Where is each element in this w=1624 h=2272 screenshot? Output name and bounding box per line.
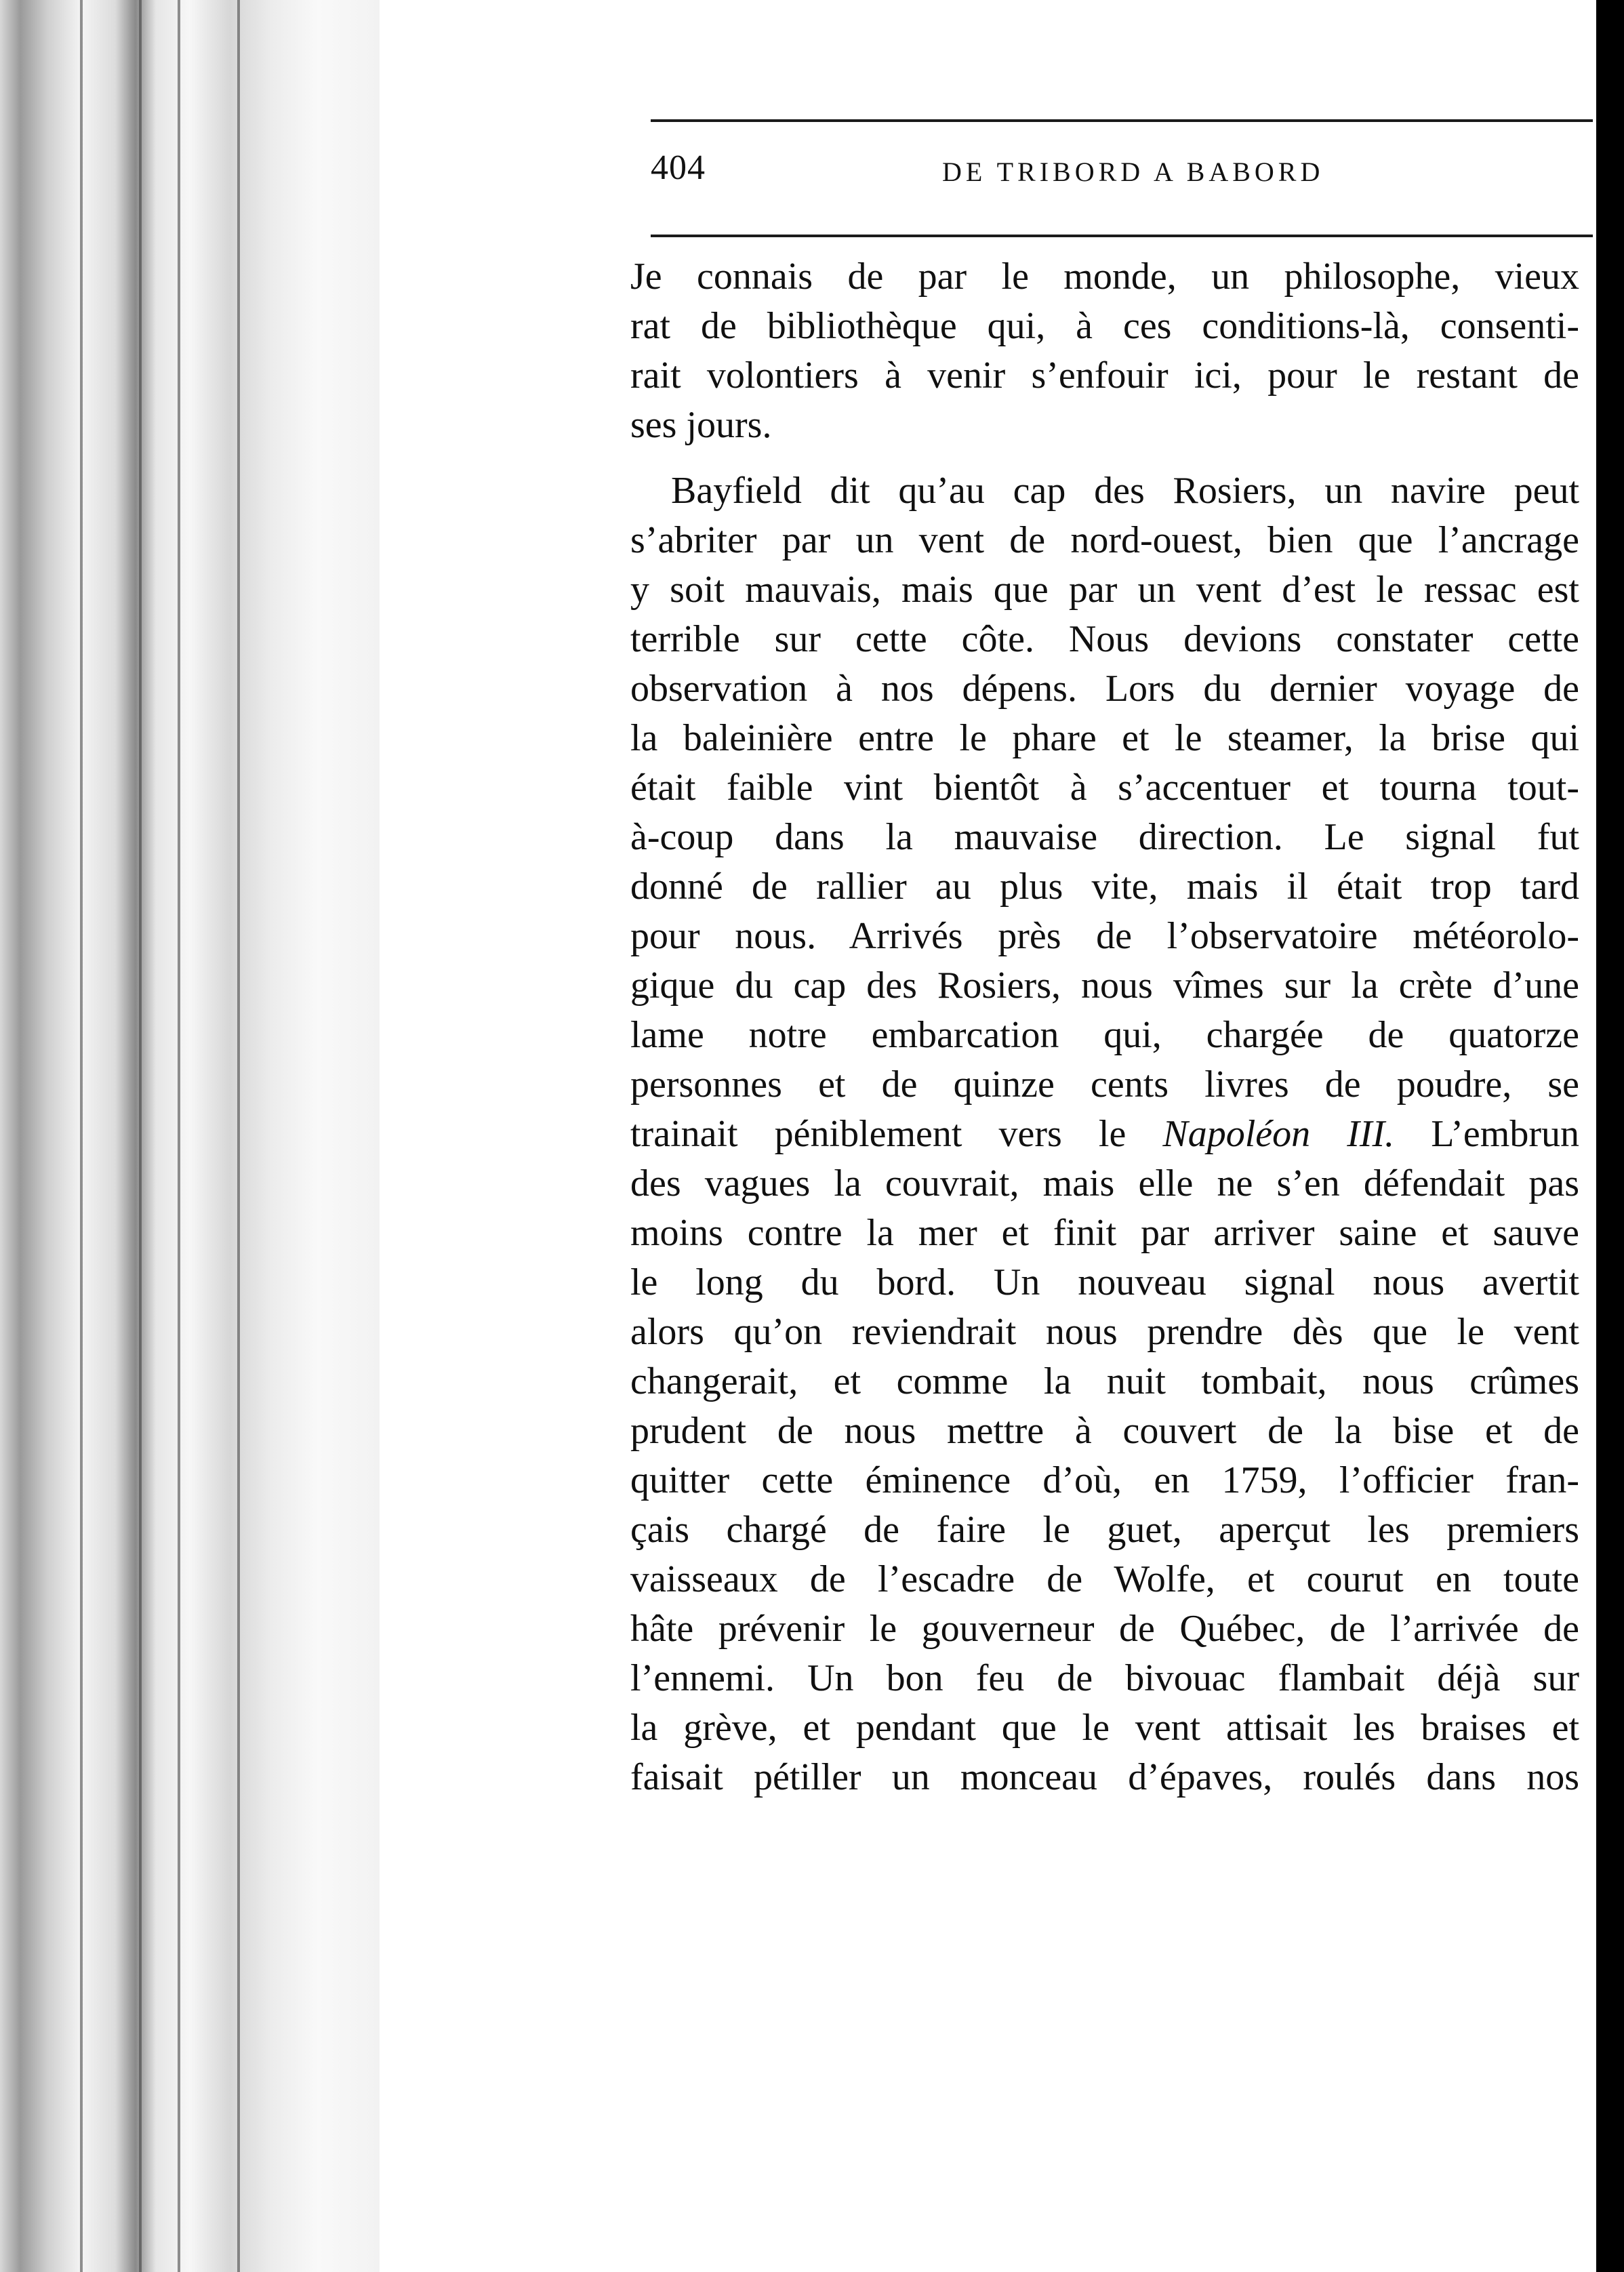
paragraph-1 bbox=[630, 252, 1579, 450]
scan-border bbox=[1596, 0, 1624, 2272]
page-edge-line bbox=[237, 0, 240, 2272]
running-header bbox=[651, 148, 1593, 202]
paragraph-2 bbox=[630, 466, 1579, 1802]
text-segment: L’embrun bbox=[1394, 1113, 1579, 1155]
text-line: lame notre embarcation qui, chargée de quatorze bbox=[630, 1014, 1579, 1056]
text-line: était faible vint bientôt à s’accentuer et tourna tout- bbox=[630, 767, 1579, 809]
text-line: y soit mauvais, mais que par un vent d’est le ressac est bbox=[630, 569, 1579, 611]
text-line: des vagues la couvrait, mais elle ne s’en défendait pas bbox=[630, 1162, 1579, 1204]
text-line: pour nous. Arrivés près de l’observatoire météorolo- bbox=[630, 915, 1579, 957]
text-line: la grève, et pendant que le vent attisait les braises et bbox=[630, 1707, 1579, 1749]
page-edge-line bbox=[139, 0, 142, 2272]
text-line: rat de bibliothèque qui, à ces conditions-là, consenti- bbox=[630, 305, 1579, 347]
text-line: moins contre la mer et finit par arriver saine et sauve bbox=[630, 1212, 1579, 1254]
text-line: quitter cette éminence d’où, en 1759, l’officier fran- bbox=[630, 1459, 1579, 1501]
text-line: la baleinière entre le phare et le steamer, la brise qui bbox=[630, 717, 1579, 759]
header-rule-bottom bbox=[651, 235, 1593, 237]
text-line: s’abriter par un vent de nord-ouest, bien que l’ancrage bbox=[630, 519, 1579, 561]
text-line: alors qu’on reviendrait nous prendre dès que le vent bbox=[630, 1311, 1579, 1353]
text-line: rait volontiers à venir s’enfouir ici, pour le restant de bbox=[630, 354, 1579, 397]
text-line: à-coup dans la mauvaise direction. Le signal fut bbox=[630, 816, 1579, 858]
text-line: changerait, et comme la nuit tombait, nous crûmes bbox=[630, 1360, 1579, 1402]
text-line-with-italic bbox=[630, 1110, 1579, 1159]
text-line: terrible sur cette côte. Nous devions constater cette bbox=[630, 618, 1579, 660]
page-number: 404 bbox=[651, 148, 706, 187]
text-line: observation à nos dépens. Lors du dernier voyage de bbox=[630, 668, 1579, 710]
text-line: gique du cap des Rosiers, nous vîmes sur la crète d’une bbox=[630, 965, 1579, 1007]
text-line: le long du bord. Un nouveau signal nous avertit bbox=[630, 1261, 1579, 1303]
body-text bbox=[630, 252, 1579, 1819]
text-line: l’ennemi. Un bon feu de bivouac flambait déjà sur bbox=[630, 1657, 1579, 1699]
text-line: prudent de nous mettre à couvert de la bise et de bbox=[630, 1410, 1579, 1452]
text-line: ses jours. bbox=[630, 404, 772, 446]
text-line: hâte prévenir le gouverneur de Québec, de l’arrivée de bbox=[630, 1608, 1579, 1650]
text-line: vaisseaux de l’escadre de Wolfe, et courut en toute bbox=[630, 1558, 1579, 1600]
book-page-edges bbox=[0, 0, 380, 2272]
text-line: donné de rallier au plus vite, mais il était trop tard bbox=[630, 866, 1579, 908]
page-edge-line bbox=[80, 0, 83, 2272]
ship-name-italic: Napoléon III. bbox=[1162, 1113, 1395, 1155]
text-line: Je connais de par le monde, un philosophe, vieux bbox=[630, 256, 1579, 298]
running-title: DE TRIBORD A BABORD bbox=[942, 157, 1324, 187]
text-line: çais chargé de faire le guet, aperçut les premiers bbox=[630, 1509, 1579, 1551]
text-line: faisait pétiller un monceau d’épaves, roulés dans nos bbox=[630, 1756, 1579, 1798]
text-segment: trainait péniblement vers le bbox=[630, 1113, 1163, 1155]
text-line: personnes et de quinze cents livres de poudre, se bbox=[630, 1063, 1579, 1105]
page-edge-line bbox=[178, 0, 180, 2272]
header-rule-top bbox=[651, 119, 1593, 122]
text-line: Bayfield dit qu’au cap des Rosiers, un navire peut bbox=[671, 470, 1579, 512]
